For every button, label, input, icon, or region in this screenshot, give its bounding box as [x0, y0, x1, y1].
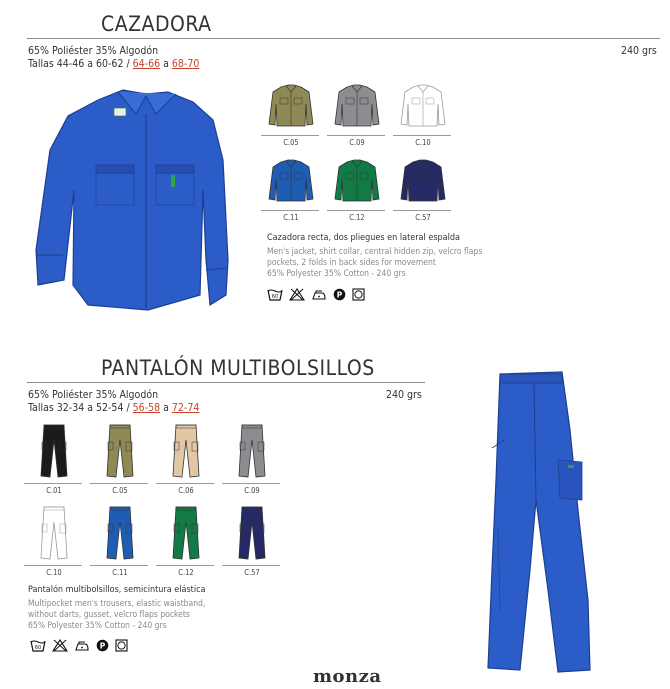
jacket-title-rule [27, 38, 660, 39]
trousers-color-swatch[interactable] [222, 506, 282, 577]
trousers-composition: 65% Poliéster 35% Algodón [28, 389, 159, 401]
swatch-code-label: C.05 [283, 138, 299, 147]
swatch-divider [222, 483, 280, 484]
trousers-color-swatch-image [156, 424, 216, 480]
jacket-color-swatch-image [393, 84, 453, 132]
jacket-illustration [28, 80, 238, 330]
trousers-weight: 240 grs [386, 389, 422, 401]
jacket-sizes [28, 58, 199, 71]
swatch-divider [222, 565, 280, 566]
trousers-color-swatch-image [222, 424, 282, 480]
swatch-divider [90, 565, 148, 566]
jacket-description-title: Cazadora recta, dos pliegues en lateral espalda [267, 233, 460, 243]
wash-temp-label: 60 [271, 294, 279, 300]
swatch-code-label: C.12 [178, 568, 194, 577]
tumble-dry-icon [115, 637, 128, 656]
trousers-description [28, 599, 205, 632]
tumble-dry-icon [352, 286, 365, 305]
jacket-product-image [28, 80, 238, 330]
trousers-color-swatch-image [90, 506, 150, 562]
dry-clean-p-icon [333, 286, 346, 305]
trousers-sizes-mid: a [160, 402, 172, 414]
trousers-color-swatch[interactable] [90, 424, 150, 495]
jacket-title: CAZADORA [101, 12, 212, 36]
jacket-sizes-mid: a [160, 58, 172, 70]
trousers-sizes-link-2[interactable]: 72-74 [171, 402, 200, 414]
jacket-description-line: 65% Polyester 35% Cotton - 240 grs [267, 269, 406, 279]
wash-60-icon [30, 637, 46, 656]
brand-logo: monza [313, 666, 382, 687]
trousers-sizes [28, 402, 199, 415]
swatch-divider [327, 135, 385, 136]
jacket-color-swatch[interactable] [327, 84, 387, 147]
trousers-sizes-prefix: Tallas 32-34 a 52-54 / [28, 402, 133, 414]
jacket-color-swatch-image [261, 159, 321, 207]
swatch-code-label: C.06 [178, 486, 194, 495]
swatch-code-label: C.09 [349, 138, 365, 147]
swatch-divider [261, 135, 319, 136]
jacket-care-icons [267, 286, 365, 305]
trousers-color-swatch-image [156, 506, 216, 562]
swatch-divider [90, 483, 148, 484]
jacket-description-line: pockets, 2 folds in back sides for movement [267, 258, 436, 268]
jacket-color-swatch[interactable] [327, 159, 387, 222]
swatch-code-label: C.05 [112, 486, 128, 495]
swatch-divider [393, 210, 451, 211]
trousers-color-swatch[interactable] [156, 506, 216, 577]
dry-clean-p-icon [96, 637, 109, 656]
trousers-color-swatch-image [24, 424, 84, 480]
swatch-divider [24, 483, 82, 484]
swatch-code-label: C.12 [349, 213, 365, 222]
swatch-code-label: C.11 [283, 213, 299, 222]
swatch-code-label: C.57 [244, 568, 260, 577]
jacket-color-swatch-image [393, 159, 453, 207]
jacket-color-swatch-image [327, 159, 387, 207]
trousers-color-swatch[interactable] [24, 424, 84, 495]
jacket-composition: 65% Poliéster 35% Algodón [28, 45, 159, 57]
iron-icon [311, 286, 327, 305]
trousers-title: PANTALÓN MULTIBOLSILLOS [101, 356, 375, 380]
dry-clean-label: P [99, 641, 106, 651]
swatch-divider [261, 210, 319, 211]
swatch-divider [327, 210, 385, 211]
jacket-description-line: Men's jacket, shirt collar, central hidden zip, velcro flaps [267, 247, 483, 257]
trousers-color-swatch[interactable] [222, 424, 282, 495]
swatch-code-label: C.11 [112, 568, 128, 577]
trousers-color-swatch-image [222, 506, 282, 562]
iron-icon [74, 637, 90, 656]
jacket-color-swatch-image [261, 84, 321, 132]
swatch-code-label: C.10 [46, 568, 62, 577]
trousers-color-swatch[interactable] [90, 506, 150, 577]
swatch-code-label: C.57 [415, 213, 431, 222]
trousers-color-swatch[interactable] [24, 506, 84, 577]
jacket-sizes-link-2[interactable]: 68-70 [171, 58, 200, 70]
trousers-description-line: 65% Polyester 35% Cotton - 240 grs [28, 621, 167, 631]
trousers-product-image [470, 370, 600, 680]
trousers-sizes-link-1[interactable]: 56-58 [132, 402, 161, 414]
trousers-color-swatch-image [90, 424, 150, 480]
trousers-description-line: without darts, gusset, velcro flaps pockets [28, 610, 190, 620]
jacket-color-swatch[interactable] [393, 84, 453, 147]
jacket-description [267, 247, 482, 280]
jacket-sizes-prefix: Tallas 44-46 a 60-62 / [28, 58, 133, 70]
wash-temp-label: 60 [34, 645, 42, 651]
trousers-color-swatch[interactable] [156, 424, 216, 495]
swatch-code-label: C.01 [46, 486, 62, 495]
no-bleach-icon [289, 286, 305, 305]
trousers-description-line: Multipocket men's trousers, elastic waistband, [28, 599, 206, 609]
swatch-divider [24, 565, 82, 566]
wash-60-icon [267, 286, 283, 305]
swatch-divider [156, 483, 214, 484]
jacket-sizes-link-1[interactable]: 64-66 [132, 58, 161, 70]
jacket-color-swatch[interactable] [261, 159, 321, 222]
swatch-code-label: C.09 [244, 486, 260, 495]
jacket-weight: 240 grs [621, 45, 657, 57]
dry-clean-label: P [336, 290, 343, 300]
trousers-illustration [470, 370, 600, 680]
trousers-description-title: Pantalón multibolsillos, semicintura elástica [28, 585, 206, 595]
swatch-code-label: C.10 [415, 138, 431, 147]
trousers-color-swatch-image [24, 506, 84, 562]
jacket-color-swatch[interactable] [393, 159, 453, 222]
swatch-divider [156, 565, 214, 566]
trousers-title-rule [27, 382, 425, 383]
jacket-color-swatch-image [327, 84, 387, 132]
trousers-care-icons [30, 637, 128, 656]
jacket-color-swatch[interactable] [261, 84, 321, 147]
swatch-divider [393, 135, 451, 136]
no-bleach-icon [52, 637, 68, 656]
